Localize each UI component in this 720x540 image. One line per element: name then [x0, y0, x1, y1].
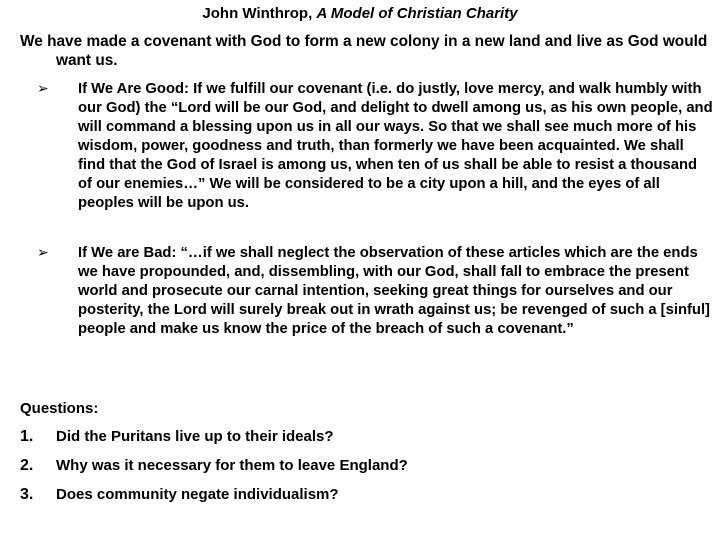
bullet-bad-text: If We are Bad: “…if we shall neglect the observation of these articles which are the ends we have propounded, and, dissembling, with our God, shall fall to embrace the present world and prosecute our carnal intention, seeking great things for ourselves and our posterity, the Lord will surely break out in wrath against us; be revenged of such a [sinful] people and make us know the price of the breach of such a covenant.”	[78, 245, 710, 337]
question-number: 1.	[20, 428, 34, 445]
arrow-bullet-icon: ➢	[37, 81, 49, 97]
bullet-good	[37, 80, 713, 213]
slide-title	[0, 4, 720, 24]
questions-heading: Questions:	[20, 400, 99, 417]
question-item	[20, 427, 334, 446]
question-item	[20, 456, 408, 475]
question-text: Why was it necessary for them to leave England?	[56, 457, 408, 474]
arrow-bullet-icon: ➢	[37, 245, 49, 261]
bullet-bad	[37, 244, 713, 339]
question-item	[20, 485, 339, 504]
question-number: 3.	[20, 486, 34, 503]
intro-paragraph: We have made a covenant with God to form a new colony in a new land and live as God would want us.	[20, 33, 708, 69]
title-work: A Model of Christian Charity	[316, 5, 518, 22]
question-text: Did the Puritans live up to their ideals?	[56, 428, 334, 445]
question-text: Does community negate individualism?	[56, 486, 339, 503]
title-author: John Winthrop,	[202, 5, 313, 22]
question-number: 2.	[20, 457, 34, 474]
bullet-good-text: If We Are Good: If we fulfill our covenant (i.e. do justly, love mercy, and walk humbly with our God) the “Lord will be our God, and delight to dwell among us, as his own people, and will command a blessing upon us in all our ways. So that we shall see much more of his wisdom, power, goodness and truth, than formerly we have been acquainted. We shall find that the God of Israel is among us, when ten of us shall be able to resist a thousand of our enemies…” We will be considered to be a city upon a hill, and the eyes of all peoples will be upon us.	[78, 81, 713, 211]
